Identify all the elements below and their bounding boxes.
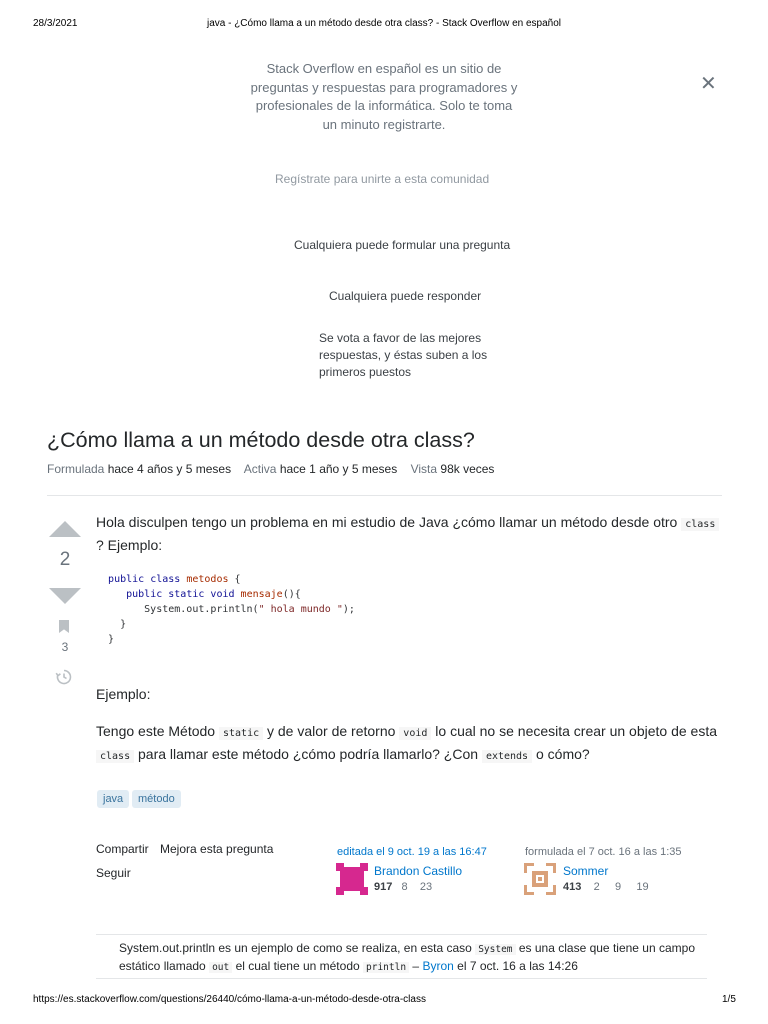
- active-value[interactable]: hace 1 año y 5 meses: [279, 462, 398, 476]
- editor-bronze-badges: 23: [419, 881, 433, 893]
- question-paragraph-2: Ejemplo:: [96, 686, 151, 702]
- inline-code: println: [363, 962, 409, 973]
- divider: [47, 495, 722, 496]
- comment-divider: [96, 978, 707, 979]
- inline-code: System: [475, 944, 515, 955]
- code-block: [96, 572, 696, 647]
- code-line: System.out.println(" hola mundo ");: [96, 604, 355, 615]
- code-line: }: [96, 634, 115, 645]
- comment-divider: [96, 934, 707, 935]
- improve-link[interactable]: Mejora esta pregunta: [160, 842, 274, 856]
- question-paragraph-3: Tengo este Método static y de valor de retorno void lo cual no se necesita crear un objeto de esta class para llamar este método ¿cómo podría llamarlo? ¿Con extends o cómo?: [96, 723, 718, 762]
- editor-avatar[interactable]: [336, 863, 368, 895]
- print-page-title: java - ¿Cómo llama a un método desde otra class? - Stack Overflow en español: [206, 18, 562, 29]
- asked-label: Formulada: [47, 462, 105, 476]
- comment-user-link[interactable]: Byron: [422, 959, 454, 973]
- editor-name[interactable]: Brandon Castillo: [374, 864, 463, 878]
- edited-date-link[interactable]: editada el 9 oct. 19 a las 16:47: [337, 846, 487, 858]
- code-line: public class metodos {: [108, 574, 241, 585]
- asked-value: hace 4 años y 5 meses: [107, 462, 232, 476]
- asked-date: formulada el 7 oct. 16 a las 1:35: [525, 846, 682, 858]
- active-label: Activa: [243, 462, 277, 476]
- author-gold-badges: 2: [593, 881, 600, 893]
- editor-stats: [374, 881, 432, 893]
- inline-code: out: [209, 962, 232, 973]
- author-bronze-badges: 19: [636, 881, 649, 893]
- question-title[interactable]: ¿Cómo llama a un método desde otra class?: [47, 428, 475, 452]
- inline-code: static: [219, 727, 263, 740]
- viewed-value: 98k veces: [440, 462, 495, 476]
- vote-score: 2: [59, 549, 71, 570]
- question-paragraph-1: Hola disculpen tengo un problema en mi estudio de Java ¿cómo llamar un método desde otro class ? Ejemplo:: [96, 512, 721, 556]
- bookmark-count: 3: [61, 640, 69, 654]
- print-date: 28/3/2021: [33, 18, 78, 29]
- author-stats: [563, 881, 649, 893]
- tag-metodo[interactable]: método: [132, 790, 181, 808]
- editor-silver-badges: 8: [401, 881, 408, 893]
- inline-code: class: [681, 518, 719, 531]
- viewed-label: Vista: [410, 462, 438, 476]
- upvote-icon[interactable]: [49, 521, 81, 537]
- comment-date: el 7 oct. 16 a las 14:26: [457, 959, 578, 973]
- inline-code: extends: [482, 750, 532, 763]
- author-silver-badges: 9: [615, 881, 622, 893]
- tag-java[interactable]: java: [97, 790, 129, 808]
- banner-description: Stack Overflow en español es un sitio de preguntas y respuestas para programadores y profesionales de la informática. Solo te toma un minuto registrarte.: [250, 61, 518, 132]
- editor-reputation: 917: [374, 881, 393, 893]
- share-link[interactable]: Compartir: [96, 842, 149, 856]
- downvote-icon[interactable]: [49, 588, 81, 604]
- code-line: }: [96, 619, 127, 630]
- signup-link[interactable]: Regístrate para unirte a esta comunidad: [275, 172, 490, 186]
- feature-answer: Cualquiera puede responder: [329, 289, 482, 303]
- feature-vote: Se vota a favor de las mejores respuestas, y éstas suben a los primeros puestos: [319, 331, 488, 379]
- history-icon[interactable]: [55, 668, 73, 691]
- close-icon[interactable]: ✕: [700, 73, 717, 95]
- inline-code: class: [96, 750, 134, 763]
- print-url: https://es.stackoverflow.com/questions/26440/cómo-llama-a-un-método-desde-otra-class: [33, 994, 426, 1005]
- code-line: public static void mensaje(){: [126, 589, 301, 600]
- bookmark-icon[interactable]: [59, 620, 69, 633]
- author-name[interactable]: Sommer: [563, 864, 609, 878]
- print-page-number: 1/5: [722, 994, 736, 1005]
- follow-link[interactable]: Seguir: [96, 866, 131, 880]
- comment: System.out.println es un ejemplo de como se realiza, en esta caso System es una clase que tiene un campo estático llamado out el cual tiene un método println – Byron el 7 oct. 16 a las 14:26: [119, 941, 695, 973]
- author-reputation: 413: [563, 881, 582, 893]
- author-avatar[interactable]: [524, 863, 556, 895]
- feature-ask: Cualquiera puede formular una pregunta: [294, 238, 511, 252]
- question-meta: [47, 462, 494, 476]
- inline-code: void: [399, 727, 431, 740]
